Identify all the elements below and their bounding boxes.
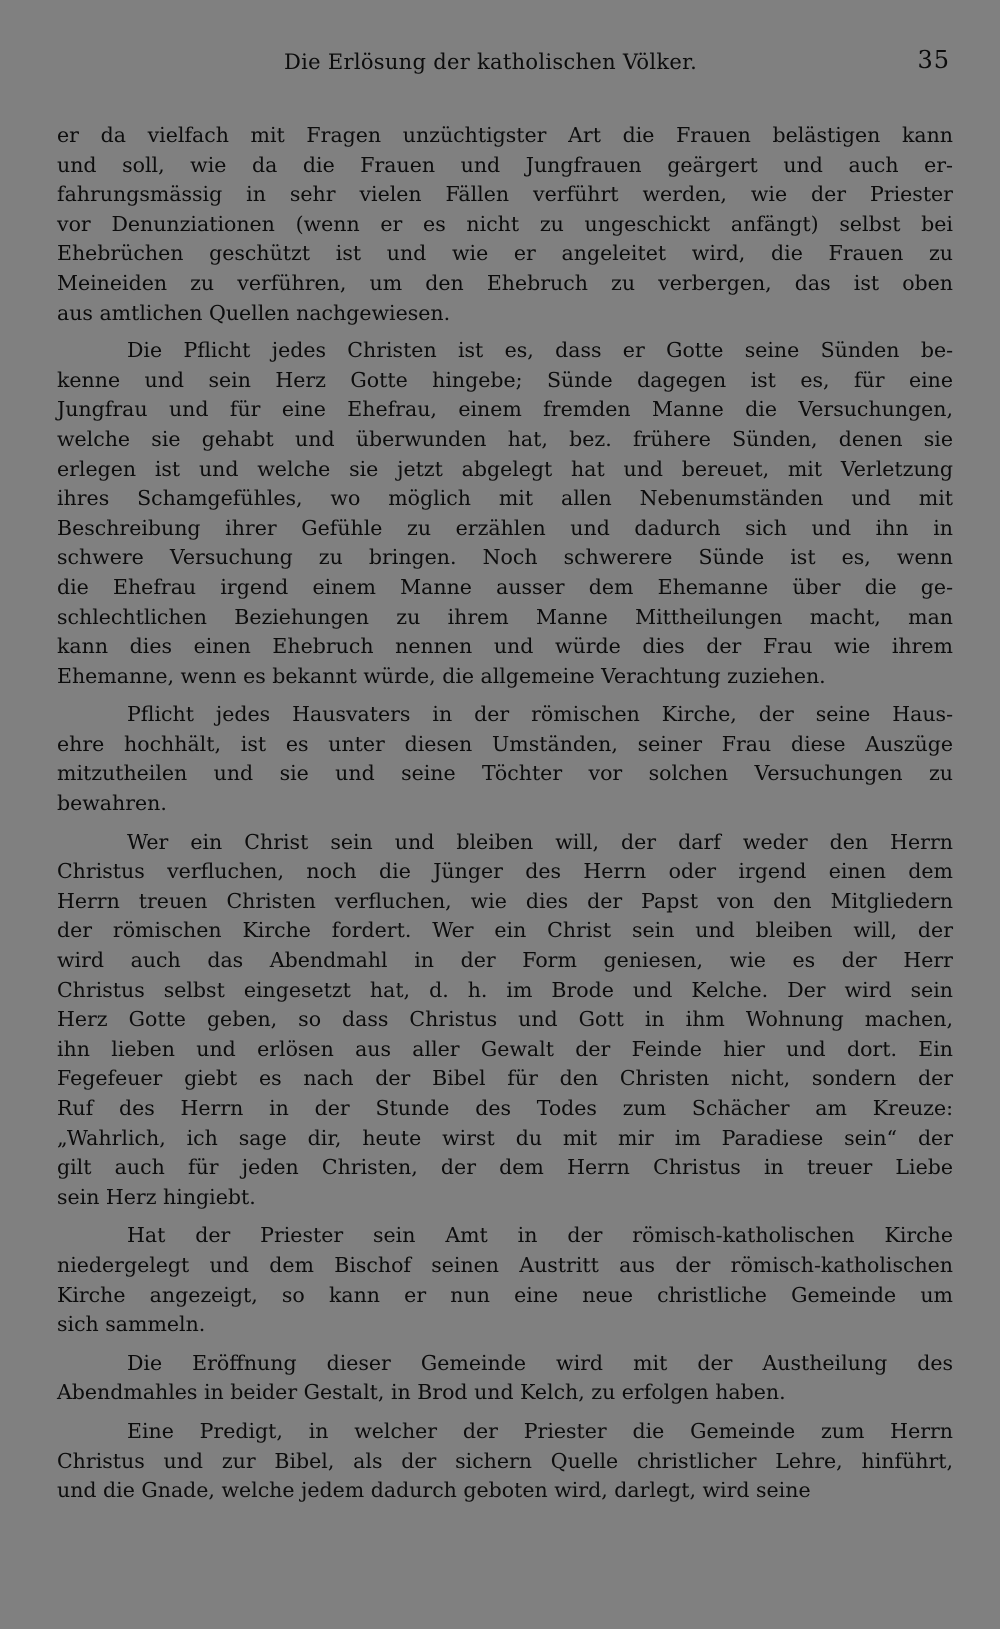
text-line: ihres Schamgefühles, wo möglich mit allen Nebenumständen und mit: [57, 486, 953, 511]
body-text: [57, 112, 953, 1506]
text-line: mitzutheilen und sie und seine Töchter vor solchen Versuchungen zu: [57, 761, 953, 786]
text-line: die Ehefrau irgend einem Manne ausser dem Ehemanne über die ge-: [57, 574, 953, 599]
text-line: Kirche angezeigt, so kann er nun eine neue christliche Gemeinde um: [57, 1282, 953, 1307]
text-line: niedergelegt und dem Bischof seinen Austritt aus der römisch-katholischen: [57, 1252, 953, 1277]
text-line: aus amtlichen Quellen nachgewiesen.: [57, 300, 451, 325]
page-header: [0, 46, 1000, 86]
paragraph: [57, 828, 953, 1213]
text-line: Christus und zur Bibel, als der sichern Quelle christlicher Lehre, hinführt,: [57, 1448, 953, 1473]
text-line: gilt auch für jeden Christen, der dem Herrn Christus in treuer Liebe: [57, 1155, 953, 1180]
text-line: sein Herz hingiebt.: [57, 1184, 256, 1209]
text-line: Christus selbst eingesetzt hat, d. h. im Brode und Kelche. Der wird sein: [57, 977, 953, 1002]
text-line: sich sammeln.: [57, 1312, 206, 1337]
text-line: Beschreibung ihrer Gefühle zu erzählen und dadurch sich und ihn in: [57, 515, 953, 540]
text-line: und die Gnade, welche jedem dadurch geboten wird, darlegt, wird seine: [57, 1478, 811, 1503]
text-line: wird auch das Abendmahl in der Form geniesen, wie es der Herr: [57, 948, 953, 973]
text-line: Ehebrüchen geschützt ist und wie er angeleitet wird, die Frauen zu: [57, 241, 953, 266]
paragraph: [57, 700, 953, 818]
paragraph: [57, 1349, 953, 1408]
running-title: Die Erlösung der katholischen Völker.: [284, 50, 698, 74]
text-line: Fegefeuer giebt es nach der Bibel für den Christen nicht, sondern der: [57, 1066, 953, 1091]
text-line: Die Eröffnung dieser Gemeinde wird mit der Austheilung des: [127, 1350, 953, 1375]
text-line: Die Pflicht jedes Christen ist es, dass er Gotte seine Sünden be-: [127, 338, 953, 363]
paragraph: [57, 1417, 953, 1506]
text-line: Jungfrau und für eine Ehefrau, einem fremden Manne die Versuchungen,: [57, 397, 953, 422]
text-line: Eine Predigt, in welcher der Priester die Gemeinde zum Herrn: [127, 1418, 953, 1443]
text-line: kenne und sein Herz Gotte hingebe; Sünde dagegen ist es, für eine: [57, 367, 953, 392]
paragraph: [57, 336, 953, 691]
text-line: fahrungsmässig in sehr vielen Fällen verführt werden, wie der Priester: [57, 182, 953, 207]
paragraph: [57, 1221, 953, 1339]
text-line: schlechtlichen Beziehungen zu ihrem Manne Mittheilungen macht, man: [57, 604, 953, 629]
text-line: Christus verfluchen, noch die Jünger des Herrn oder irgend einen dem: [57, 859, 953, 884]
text-line: erlegen ist und welche sie jetzt abgelegt hat und bereuet, mit Verletzung: [57, 456, 953, 481]
text-line: Pflicht jedes Hausvaters in der römischen Kirche, der seine Haus-: [127, 702, 953, 727]
text-line: Hat der Priester sein Amt in der römisch-katholischen Kirche: [127, 1223, 953, 1248]
text-line: und soll, wie da die Frauen und Jungfrauen geärgert und auch er-: [57, 152, 953, 177]
text-line: Wer ein Christ sein und bleiben will, der darf weder den Herrn: [127, 829, 953, 854]
page-number: 35: [917, 46, 950, 74]
text-line: Abendmahles in beider Gestalt, in Brod und Kelch, zu erfolgen haben.: [57, 1380, 786, 1405]
text-line: Ehemanne, wenn es bekannt würde, die allgemeine Verachtung zuziehen.: [57, 663, 826, 688]
text-line: „Wahrlich, ich sage dir, heute wirst du mit mir im Paradiese sein“ der: [57, 1125, 953, 1150]
text-line: der römischen Kirche fordert. Wer ein Christ sein und bleiben will, der: [57, 918, 953, 943]
text-line: ihn lieben und erlösen aus aller Gewalt der Feinde hier und dort. Ein: [57, 1036, 953, 1061]
text-line: bewahren.: [57, 791, 167, 816]
text-line: vor Denunziationen (wenn er es nicht zu ungeschickt anfängt) selbst bei: [57, 211, 953, 236]
text-line: Meineiden zu verführen, um den Ehebruch zu verbergen, das ist oben: [57, 270, 953, 295]
paragraph: [57, 121, 953, 328]
text-line: welche sie gehabt und überwunden hat, bez. frühere Sünden, denen sie: [57, 426, 953, 451]
text-line: er da vielfach mit Fragen unzüchtigster Art die Frauen belästigen kann: [57, 123, 953, 147]
text-line: schwere Versuchung zu bringen. Noch schwerere Sünde ist es, wenn: [57, 545, 953, 570]
text-line: Herz Gotte geben, so dass Christus und Gott in ihm Wohnung machen,: [57, 1007, 953, 1032]
text-line: kann dies einen Ehebruch nennen und würde dies der Frau wie ihrem: [57, 634, 953, 659]
text-line: ehre hochhält, ist es unter diesen Umständen, seiner Frau diese Auszüge: [57, 731, 953, 756]
text-line: Herrn treuen Christen verfluchen, wie dies der Papst von den Mitgliedern: [57, 888, 953, 913]
text-line: Ruf des Herrn in der Stunde des Todes zum Schächer am Kreuze:: [57, 1096, 953, 1120]
